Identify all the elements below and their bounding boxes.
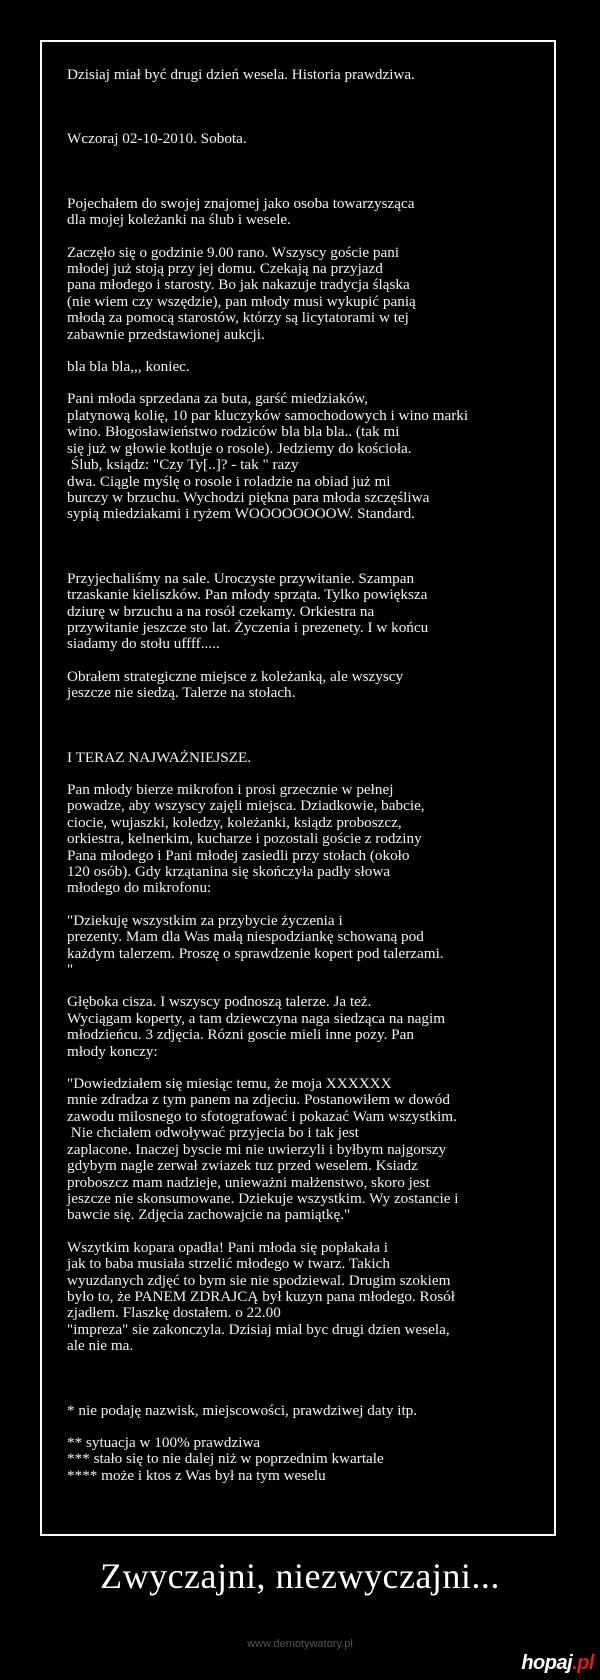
story-paragraph: Zaczęło się o godzinie 9.00 rano. Wszyscy goście pani młodej już stoją przy jej domu. Czekają na przyjazd pana młodego i starosty. Bo jak nakazuje tradycja śląska (nie wiem czy wszędzie), pan młody musi wykupić panią młodą za pomocą starostów, którzy są licytatorami w tej zabawnie przedstawionej aukcji. [67,243,416,343]
story-paragraph: "Dziekuję wszystkim za przybycie życzenia i prezenty. Mam dla Was małą niespodziankę schowaną pod każdym talerzem. Proszę o sprawdzenie kopert pod talerzami. " [67,911,444,979]
story-paragraph-title: Dzisiaj miał być drugi dzień wesela. Historia prawdziwa. [67,66,415,83]
story-paragraph-date: Wczoraj 02-10-2010. Sobota. [67,130,247,148]
story-paragraph: Obrałem strategiczne miejsce z koleżanką, ale wszyscy jeszcze nie siedzą. Talerze na stołach. [67,667,404,702]
story-paragraph: Przyjechaliśmy na sale. Uroczyste przywitanie. Szampan trzaskanie kieliszków. Pan młody sprząta. Tylko powiększa dziurę w brzuchu a na rosół czekamy. Orkiestra na przywitanie jeszcze sto lat. Życzenia i prezenety. I w końcu siadamy do stołu uffff..... [67,569,429,653]
story-text [67,67,550,1534]
story-paragraph: Pan młody bierze mikrofon i prosi grzecznie w pełnej powadze, aby wszyscy zajęli miejsca. Dziadkowie, babcie, ciocie, wujaszki, koledzy, koleżanki, ksiądz proboszcz, orkiestra, kelnerkim, kucharze i pozostali goście z rodziny Pana młodego i Pani młodej zasiedli przy stołach (około 120 osób). Gdy krzątanina się skończyła padły słowa młodego do mikrofonu: [67,780,425,897]
story-paragraph: Pani młoda sprzedana za buta, garść miedziaków, platynową kolię, 10 par kluczyków samochodowych i wino marki wino. Błogosławieństwo rodziców bla bla bla.. (tak mi się już w głowie kotłuje o rosole). Jedziemy do kościoła. Ślub, ksiądz: "Czy Ty[..]? - tak " razy dwa. Ciągle myślę o rosole i roladzie na obiad już mi burczy w brzuchu. Wychodzi piękna para młoda szczęśliwa sypią miedziakami i ryżem WOOOOOOOOW. Standard. [67,390,469,523]
story-paragraph: "Dowiedziałem się miesiąc temu, że moja XXXXXX mnie zdradza z tym panem na zdjeciu. Postanowiłem w dowód zawodu milosnego to sfotografować i pokazać Wam wszystkim. Nie chciałem odwoływać przyjecia bo i tak jest zaplacone. Inaczej byscie mi nie uwierzyli i byłbym najgorszy gdybym nagle zerwał zwiazek tuz przed weselem. Ksiadz proboszcz mam nadzieje, unieważni małżenstwo, skoro jest jeszcze nie skonsumowane. Dziekuje wszystkim. Wy zostancie i bawcie się. Zdjęcia zachowajcie na pamiątkę." [67,1075,459,1224]
story-paragraph: Wszytkim kopara opadła! Pani młoda się popłakała i jak to baba musiała strzelić młodego w twarz. Takich wyuzdanych zdjęć to bym sie nie spodziewal. Drugim szokiem było to, że PANEM ZDRAJCĄ był kuzyn pana młodego. Rosół zjadłem. Flaszkę dostałem. o 22.00 "impreza" sie zakonczyla. Dzisiaj mial byc drugi dzien wesela, ale nie ma. [67,1238,455,1355]
story-paragraph: Pojechałem do swojej znajomej jako osoba towarzysząca dla mojej koleżanki na ślub i wesele. [67,194,415,229]
poster-frame [40,40,556,1536]
site-watermark: www.demotywatory.pl [247,1638,353,1650]
brand-logo [521,1652,594,1675]
story-footnote: ** sytuacja w 100% prawdziwa *** stało się to nie dalej niż w poprzednim kwartale **** może i ktos z Was był na tym weselu [67,1433,384,1484]
poster-caption: Zwyczajni, niezwyczajni... [100,1556,500,1596]
story-paragraph: Głęboka cisza. I wszyscy podnoszą talerze. Ja też. Wyciągam koperty, a tam dziewczyna naga siedząca na nagim młodzieńcu. 3 zdjęcia. Rózni goscie mieli inne pozy. Pan młody konczy: [67,993,446,1060]
story-paragraph-heading: I TERAZ NAJWAŻNIEJSZE. [67,748,252,766]
brand-name: hopaj [521,1652,573,1674]
story-footnote: * nie podaję nazwisk, miejscowości, prawdziwej daty itp. [67,1401,418,1419]
story-paragraph: bla bla bla,,, koniec. [67,358,190,376]
brand-tld: .pl [572,1652,594,1674]
